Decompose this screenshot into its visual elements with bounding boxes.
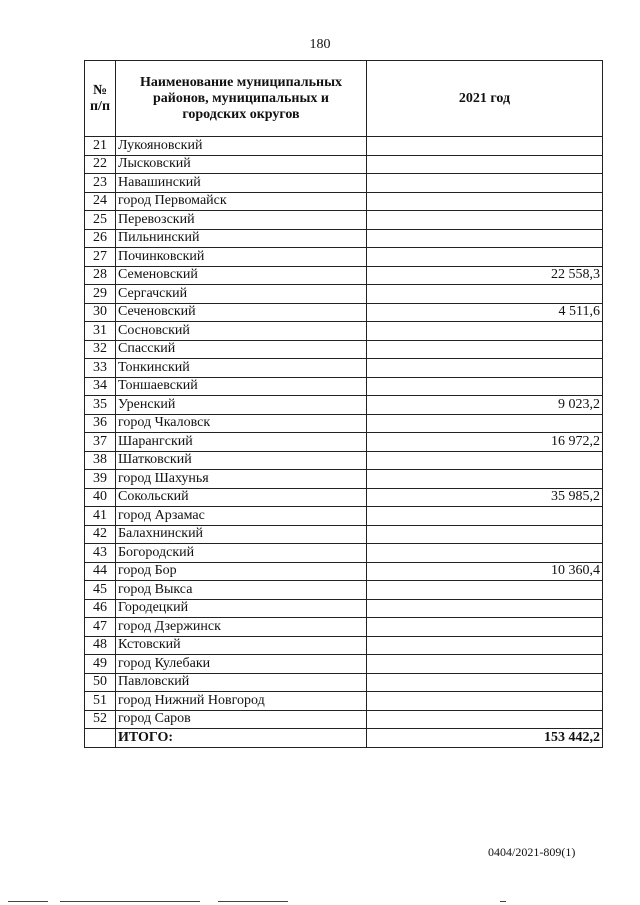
row-value [367, 414, 603, 433]
row-value [367, 322, 603, 341]
row-value: 22 558,3 [367, 266, 603, 285]
row-value [367, 599, 603, 618]
row-value [367, 359, 603, 378]
row-number: 40 [85, 488, 116, 507]
row-number: 52 [85, 710, 116, 729]
table-row [85, 544, 603, 563]
row-name: город Шахунья [116, 470, 367, 489]
document-code: 0404/2021-809(1) [488, 845, 576, 859]
row-number: 29 [85, 285, 116, 304]
row-name: Лукояновский [116, 137, 367, 156]
total-label: ИТОГО: [116, 729, 367, 748]
row-value [367, 673, 603, 692]
row-value [367, 636, 603, 655]
row-value [367, 137, 603, 156]
table-row [85, 433, 603, 452]
row-name: Богородский [116, 544, 367, 563]
table-row [85, 137, 603, 156]
row-number: 47 [85, 618, 116, 637]
row-name: Балахнинский [116, 525, 367, 544]
table-header-row [85, 61, 603, 137]
header-year: 2021 год [367, 61, 603, 137]
row-number: 35 [85, 396, 116, 415]
row-name: Сосновский [116, 322, 367, 341]
row-value [367, 248, 603, 267]
row-number: 49 [85, 655, 116, 674]
row-value [367, 618, 603, 637]
row-number: 41 [85, 507, 116, 526]
row-value [367, 655, 603, 674]
table-row [85, 340, 603, 359]
table-row [85, 322, 603, 341]
table-row [85, 673, 603, 692]
row-number: 24 [85, 192, 116, 211]
row-value: 10 360,4 [367, 562, 603, 581]
table-row [85, 692, 603, 711]
table-row [85, 562, 603, 581]
table-row [85, 507, 603, 526]
row-number: 48 [85, 636, 116, 655]
row-value: 4 511,6 [367, 303, 603, 322]
row-name: город Бор [116, 562, 367, 581]
table-row [85, 414, 603, 433]
row-number: 44 [85, 562, 116, 581]
row-name: город Чкаловск [116, 414, 367, 433]
row-name: город Нижний Новгород [116, 692, 367, 711]
row-name: Павловский [116, 673, 367, 692]
row-value [367, 211, 603, 230]
total-row [85, 729, 603, 748]
header-num: № п/п [85, 61, 116, 137]
row-number: 26 [85, 229, 116, 248]
row-number: 38 [85, 451, 116, 470]
row-value [367, 285, 603, 304]
row-number: 23 [85, 174, 116, 193]
row-name: Сергачский [116, 285, 367, 304]
table-row [85, 266, 603, 285]
table-row [85, 155, 603, 174]
row-name: Сокольский [116, 488, 367, 507]
row-value [367, 544, 603, 563]
row-number: 27 [85, 248, 116, 267]
table-row [85, 451, 603, 470]
total-value: 153 442,2 [367, 729, 603, 748]
row-name: Пильнинский [116, 229, 367, 248]
table-row [85, 396, 603, 415]
total-number [85, 729, 116, 748]
row-name: Починковский [116, 248, 367, 267]
row-name: город Первомайск [116, 192, 367, 211]
row-value: 16 972,2 [367, 433, 603, 452]
row-value [367, 377, 603, 396]
row-name: Кстовский [116, 636, 367, 655]
row-value [367, 192, 603, 211]
row-value [367, 451, 603, 470]
row-name: Городецкий [116, 599, 367, 618]
budget-table [84, 60, 603, 748]
table-row [85, 599, 603, 618]
row-number: 30 [85, 303, 116, 322]
row-value [367, 340, 603, 359]
table-row [85, 174, 603, 193]
row-name: Семеновский [116, 266, 367, 285]
table-row [85, 618, 603, 637]
table-row [85, 655, 603, 674]
table-row [85, 488, 603, 507]
row-name: Навашинский [116, 174, 367, 193]
page-number: 180 [309, 37, 331, 52]
row-name: Шарангский [116, 433, 367, 452]
row-value [367, 470, 603, 489]
row-number: 21 [85, 137, 116, 156]
row-value [367, 525, 603, 544]
row-number: 34 [85, 377, 116, 396]
table-row [85, 710, 603, 729]
row-name: Спасский [116, 340, 367, 359]
row-name: город Кулебаки [116, 655, 367, 674]
row-number: 32 [85, 340, 116, 359]
table-row [85, 285, 603, 304]
row-number: 50 [85, 673, 116, 692]
table-row [85, 470, 603, 489]
row-value [367, 155, 603, 174]
row-number: 31 [85, 322, 116, 341]
row-number: 45 [85, 581, 116, 600]
table-row [85, 359, 603, 378]
table-body [85, 137, 603, 748]
table-row [85, 525, 603, 544]
row-value [367, 692, 603, 711]
row-number: 51 [85, 692, 116, 711]
row-name: Лысковский [116, 155, 367, 174]
row-value [367, 507, 603, 526]
row-value [367, 710, 603, 729]
row-name: Тоншаевский [116, 377, 367, 396]
row-name: Уренский [116, 396, 367, 415]
table-row [85, 377, 603, 396]
header-name: Наименование муниципальных районов, муниципальных и городских округов [116, 61, 367, 137]
row-number: 33 [85, 359, 116, 378]
row-value [367, 174, 603, 193]
row-name: Перевозский [116, 211, 367, 230]
row-name: Сеченовский [116, 303, 367, 322]
table-row [85, 229, 603, 248]
row-number: 39 [85, 470, 116, 489]
row-name: город Дзержинск [116, 618, 367, 637]
row-name: город Арзамас [116, 507, 367, 526]
scan-artifact-line [0, 899, 640, 905]
table-row [85, 303, 603, 322]
row-value: 9 023,2 [367, 396, 603, 415]
row-number: 36 [85, 414, 116, 433]
row-number: 22 [85, 155, 116, 174]
row-name: город Саров [116, 710, 367, 729]
row-name: Тонкинский [116, 359, 367, 378]
row-name: город Выкса [116, 581, 367, 600]
table-row [85, 211, 603, 230]
row-number: 42 [85, 525, 116, 544]
row-value [367, 581, 603, 600]
table-row [85, 581, 603, 600]
row-number: 28 [85, 266, 116, 285]
row-number: 37 [85, 433, 116, 452]
row-value [367, 229, 603, 248]
row-number: 25 [85, 211, 116, 230]
row-name: Шатковский [116, 451, 367, 470]
row-number: 43 [85, 544, 116, 563]
row-value: 35 985,2 [367, 488, 603, 507]
table-row [85, 248, 603, 267]
table-row [85, 636, 603, 655]
row-number: 46 [85, 599, 116, 618]
table-row [85, 192, 603, 211]
